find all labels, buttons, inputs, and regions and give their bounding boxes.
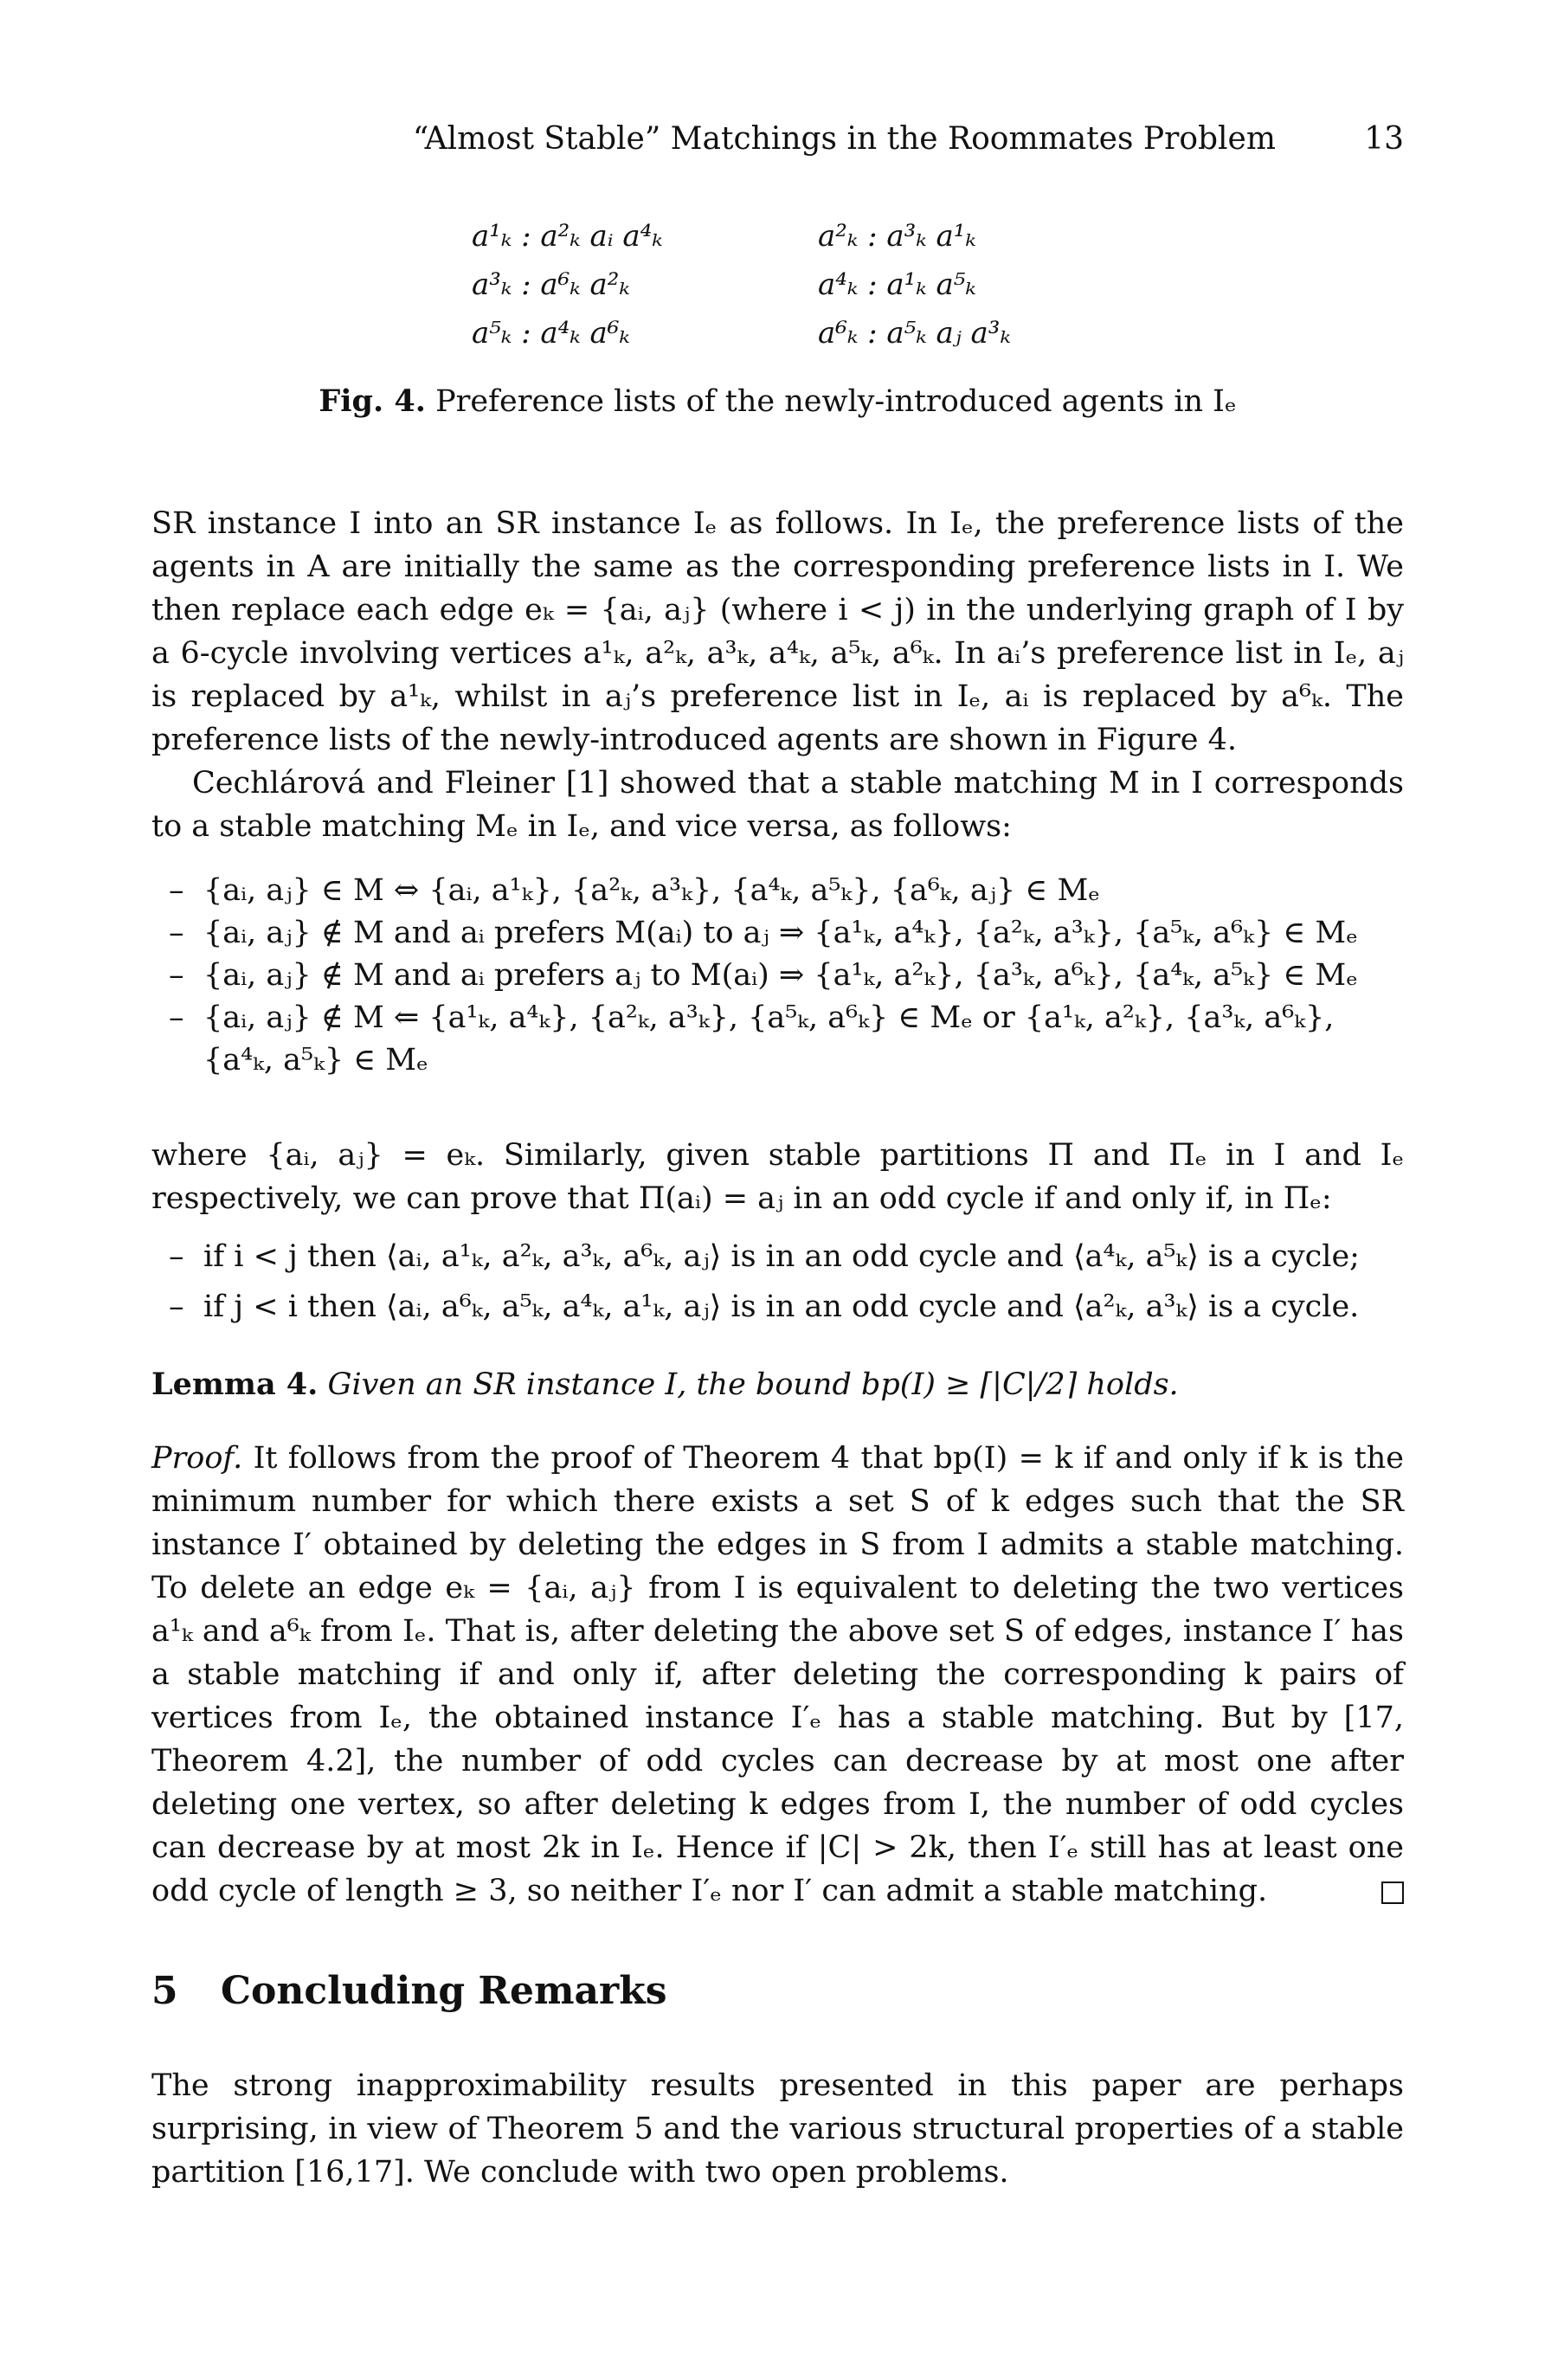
- paragraph-2: Cechlárová and Fleiner [1] showed that a stable matching M in I corresponds to a stable matching Mₑ in Iₑ, and vice versa, as follows:: [151, 766, 1404, 844]
- lemma-text: Given an SR instance I, the bound bp(I) ≥ ⌈|C|/2⌉ holds.: [318, 1367, 1179, 1402]
- list-item-text: if i < j then ⟨aᵢ, a¹ₖ, a²ₖ, a³ₖ, a⁶ₖ, aⱼ⟩ is in an odd cycle and ⟨a⁴ₖ, a⁵ₖ⟩ is a cycle;: [203, 1239, 1360, 1274]
- paragraph-3: where {aᵢ, aⱼ} = eₖ. Similarly, given stable partitions Π and Πₑ in I and Iₑ respectively, we can prove that Π(aᵢ) = aⱼ in an odd cycle if and only if, in Πₑ:: [151, 1138, 1404, 1216]
- qed-box-icon: [1381, 1881, 1404, 1904]
- preference-row: a²ₖ : a³ₖ a¹ₖ: [818, 219, 976, 254]
- section-heading: [151, 1969, 666, 2013]
- paragraph-4: The strong inapproximability results presented in this paper are perhaps surprising, in view of Theorem 5 and the various structural properties of a stable partition [16,17]. We conclude with two open problems.: [151, 2068, 1404, 2190]
- preference-list-right: [818, 212, 1011, 357]
- list-item: – {aᵢ, aⱼ} ∈ M ⇔ {aᵢ, a¹ₖ}, {a²ₖ, a³ₖ}, {a⁴ₖ, a⁵ₖ}, {a⁶ₖ, aⱼ} ∈ Mₑ: [169, 873, 1100, 908]
- list-item-text: {aᵢ, aⱼ} ∉ M and aᵢ prefers M(aᵢ) to aⱼ ⇒ {a¹ₖ, a⁴ₖ}, {a²ₖ, a³ₖ}, {a⁵ₖ, a⁶ₖ} ∈ Mₑ: [203, 916, 1358, 950]
- list-item-text: if j < i then ⟨aᵢ, a⁶ₖ, a⁵ₖ, a⁴ₖ, a¹ₖ, aⱼ⟩ is in an odd cycle and ⟨a²ₖ, a³ₖ⟩ is a cycle.: [203, 1290, 1360, 1324]
- proof-text: It follows from the proof of Theorem 4 that bp(I) = k if and only if k is the minimum number for which there exists a set S of k edges such that the SR instance I′ obtained by deleting the edges in S from I admits a stable matching. To delete an edge eₖ = {aᵢ, aⱼ} from I is equivalent to deleting the two vertices a¹ₖ and a⁶ₖ from Iₑ. That is, after deleting the above set S of edges, instance I′ has a stable matching if and only if, after deleting the corresponding k pairs of vertices from Iₑ, the obtained instance I′ₑ has a stable matching. But by [17, Theorem 4.2], the number of odd cycles can decrease by at most one after deleting one vertex, so after deleting k edges from I, the number of odd cycles can decrease by at most 2k in Iₑ. Hence if |C| > 2k, then I′ₑ still has at least one odd cycle of length ≥ 3, so neither I′ₑ nor I′ can admit a stable matching.: [151, 1441, 1404, 1908]
- lemma-label: Lemma 4.: [151, 1367, 319, 1402]
- section-title: Concluding Remarks: [221, 1969, 667, 2013]
- paragraph-1: SR instance I into an SR instance Iₑ as follows. In Iₑ, the preference lists of the agents in A are initially the same as the corresponding preference lists in I. We then replace each edge eₖ = {aᵢ, aⱼ} (where i < j) in the underlying graph of I by a 6-cycle involving vertices a¹ₖ, a²ₖ, a³ₖ, a⁴ₖ, a⁵ₖ, a⁶ₖ. In aᵢ’s preference list in Iₑ, aⱼ is replaced by a¹ₖ, whilst in aⱼ’s preference list in Iₑ, aᵢ is replaced by a⁶ₖ. The preference lists of the newly-introduced agents are shown in Figure 4.: [151, 506, 1404, 757]
- list-item-text: {aᵢ, aⱼ} ∉ M and aᵢ prefers aⱼ to M(aᵢ) ⇒ {a¹ₖ, a²ₖ}, {a³ₖ, a⁶ₖ}, {a⁴ₖ, a⁵ₖ} ∈ Mₑ: [203, 958, 1358, 993]
- list-item: – {aᵢ, aⱼ} ∉ M and aᵢ prefers M(aᵢ) to aⱼ ⇒ {a¹ₖ, a⁴ₖ}, {a²ₖ, a³ₖ}, {a⁵ₖ, a⁶ₖ} ∈ Mₑ: [169, 916, 1358, 950]
- list-item: – if j < i then ⟨aᵢ, a⁶ₖ, a⁵ₖ, a⁴ₖ, a¹ₖ, aⱼ⟩ is in an odd cycle and ⟨a²ₖ, a³ₖ⟩ is a cycle.: [169, 1290, 1360, 1324]
- list-item: – {aᵢ, aⱼ} ∉ M ⇐ {a¹ₖ, a⁴ₖ}, {a²ₖ, a³ₖ}, {a⁵ₖ, a⁶ₖ} ∈ Mₑ or {a¹ₖ, a²ₖ}, {a³ₖ, a⁶ₖ}, {a⁴ₖ, a⁵ₖ} ∈ Mₑ: [169, 1000, 1335, 1077]
- preference-list-left: [472, 212, 663, 357]
- correspondence-list: [151, 870, 1404, 1082]
- caption-label: Fig. 4.: [319, 383, 426, 419]
- figure-caption: [151, 383, 1404, 419]
- preference-row: a⁴ₖ : a¹ₖ a⁵ₖ: [818, 267, 976, 302]
- list-item-text: {aᵢ, aⱼ} ∉ M ⇐ {a¹ₖ, a⁴ₖ}, {a²ₖ, a³ₖ}, {a⁵ₖ, a⁶ₖ} ∈ Mₑ or {a¹ₖ, a²ₖ}, {a³ₖ, a⁶ₖ}, {a⁴ₖ, a⁵ₖ} ∈ Mₑ: [203, 1000, 1335, 1077]
- list-item: – {aᵢ, aⱼ} ∉ M and aᵢ prefers aⱼ to M(aᵢ) ⇒ {a¹ₖ, a²ₖ}, {a³ₖ, a⁶ₖ}, {a⁴ₖ, a⁵ₖ} ∈ Mₑ: [169, 958, 1358, 993]
- section-number: 5: [151, 1969, 178, 2013]
- list-item-text: {aᵢ, aⱼ} ∈ M ⇔ {aᵢ, a¹ₖ}, {a²ₖ, a³ₖ}, {a⁴ₖ, a⁵ₖ}, {a⁶ₖ, aⱼ} ∈ Mₑ: [203, 873, 1100, 908]
- lemma-4: [151, 1359, 1404, 1411]
- page-number: 13: [1364, 121, 1404, 157]
- proof: [151, 1437, 1404, 1913]
- preference-row: a¹ₖ : a²ₖ aᵢ a⁴ₖ: [472, 219, 663, 254]
- figure-4: [151, 212, 1404, 428]
- proof-label: Proof.: [151, 1441, 243, 1476]
- preference-row: a³ₖ : a⁶ₖ a²ₖ: [472, 267, 630, 302]
- caption-text: Preference lists of the newly-introduced agents in Iₑ: [425, 384, 1237, 419]
- preference-row: a⁵ₖ : a⁴ₖ a⁶ₖ: [472, 316, 630, 351]
- running-title: “Almost Stable” Matchings in the Roommates Problem: [412, 121, 1276, 157]
- partition-list: [151, 1232, 1404, 1332]
- list-item: – if i < j then ⟨aᵢ, a¹ₖ, a²ₖ, a³ₖ, a⁶ₖ, aⱼ⟩ is in an odd cycle and ⟨a⁴ₖ, a⁵ₖ⟩ is a cycle;: [169, 1239, 1360, 1274]
- preference-row: a⁶ₖ : a⁵ₖ aⱼ a³ₖ: [818, 316, 1011, 351]
- running-head: [151, 121, 1404, 161]
